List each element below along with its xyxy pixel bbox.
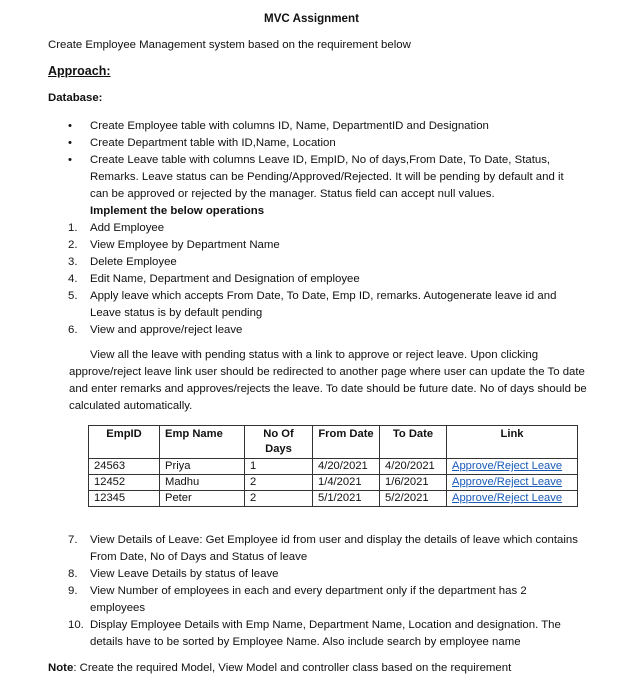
cell-emp-name: Peter	[160, 491, 245, 507]
cell-emp-name: Priya	[160, 459, 245, 475]
bullet-text: Create Department table with ID,Name, Location	[90, 137, 336, 149]
cell-empid: 12345	[89, 491, 160, 507]
operation-item	[68, 322, 580, 339]
operation-number: 8.	[68, 568, 78, 580]
operation-item	[68, 220, 580, 237]
leave-table	[88, 425, 578, 507]
cell-emp-name: Madhu	[160, 475, 245, 491]
cell-empid: 12452	[89, 475, 160, 491]
operation-number: 6.	[68, 324, 78, 336]
cell-from-date: 4/20/2021	[313, 459, 380, 475]
operations-list-continued	[68, 532, 580, 651]
operation-text: Display Employee Details with Emp Name, Department Name, Location and designation. The details have to be sorted by Employee Name. Also include search by employee name	[90, 619, 561, 648]
operation-item	[68, 617, 580, 651]
operation-text: View Leave Details by status of leave	[90, 568, 279, 580]
approve-reject-leave-link[interactable]: Approve/Reject Leave	[452, 460, 563, 472]
cell-to-date: 1/6/2021	[380, 475, 447, 491]
column-header-emp-name: Emp Name	[160, 426, 245, 459]
operation-number: 5.	[68, 290, 78, 302]
column-header-empid: EmpID	[89, 426, 160, 459]
column-header-from-date: From Date	[313, 426, 380, 459]
operation-text: Add Employee	[90, 222, 165, 234]
operation-item	[68, 271, 580, 288]
database-heading: Database:	[48, 92, 103, 104]
bullet-dot-icon: •	[68, 120, 72, 132]
implement-heading: Implement the below operations	[90, 205, 265, 217]
operation-item	[68, 254, 580, 271]
operation-number: 2.	[68, 239, 78, 251]
intro-text: Create Employee Management system based on the requirement below	[48, 39, 411, 51]
approach-heading: Approach:	[48, 64, 111, 78]
operations-list	[68, 220, 580, 339]
cell-from-date: 1/4/2021	[313, 475, 380, 491]
bullet-text: Create Employee table with columns ID, Name, DepartmentID and Designation	[90, 120, 489, 132]
table-row	[89, 475, 578, 491]
column-header-no-of-days: No Of Days	[245, 426, 313, 459]
operation-item	[68, 532, 580, 566]
cell-no-of-days: 1	[245, 459, 313, 475]
bullet-text: Create Leave table with columns Leave ID, EmpID, No of days,From Date, To Date, Status, Remarks. Leave status can be Pending/Approved/Rejected. It will be pending by default and it can be approved or rejected by the manager. Status field can accept null values.	[90, 154, 564, 200]
cell-empid: 24563	[89, 459, 160, 475]
column-header-link: Link	[447, 426, 578, 459]
operation-number: 4.	[68, 273, 78, 285]
table-header-row	[89, 426, 578, 459]
note-text: : Create the required Model, View Model and controller class based on the requirement	[73, 662, 512, 674]
operation-item	[68, 583, 580, 617]
operation-number: 9.	[68, 585, 78, 597]
operation-text: View Employee by Department Name	[90, 239, 280, 251]
operation-item	[68, 288, 580, 322]
operation-number: 1.	[68, 222, 78, 234]
cell-no-of-days: 2	[245, 491, 313, 507]
cell-from-date: 5/1/2021	[313, 491, 380, 507]
bullet-dot-icon: •	[68, 137, 72, 149]
cell-link	[447, 491, 578, 507]
operation-text: Edit Name, Department and Designation of employee	[90, 273, 360, 285]
note-label: Note	[48, 662, 74, 674]
operation-text: Delete Employee	[90, 256, 177, 268]
approve-reject-leave-link[interactable]: Approve/Reject Leave	[452, 492, 563, 504]
operation-text: View Details of Leave: Get Employee id from user and display the details of leave which contains From Date, No of Days and Status of leave	[90, 534, 578, 563]
operation-item	[68, 237, 580, 254]
leave-paragraph: View all the leave with pending status with a link to approve or reject leave. Upon clicking approve/reject leave link user should be redirected to another page where user can update the To date and enter remarks and approves/rejects the leave. To date should be future date. No of days should be calculated automatically.	[69, 349, 587, 412]
bullet-item	[68, 135, 590, 152]
note-line	[48, 660, 511, 677]
cell-to-date: 5/2/2021	[380, 491, 447, 507]
cell-no-of-days: 2	[245, 475, 313, 491]
operation-number: 7.	[68, 534, 78, 546]
document-title: MVC Assignment	[264, 12, 359, 25]
bullet-item	[68, 152, 582, 203]
database-bullet-list	[68, 118, 590, 203]
bullet-item	[68, 118, 590, 135]
operation-number: 10.	[68, 619, 84, 631]
operation-number: 3.	[68, 256, 78, 268]
operation-text: View and approve/reject leave	[90, 324, 243, 336]
cell-to-date: 4/20/2021	[380, 459, 447, 475]
column-header-to-date: To Date	[380, 426, 447, 459]
table-row	[89, 459, 578, 475]
approve-reject-leave-link[interactable]: Approve/Reject Leave	[452, 476, 563, 488]
cell-link	[447, 459, 578, 475]
operation-text: Apply leave which accepts From Date, To Date, Emp ID, remarks. Autogenerate leave id and Leave status is by default pending	[90, 290, 557, 319]
table-row	[89, 491, 578, 507]
cell-link	[447, 475, 578, 491]
operation-text: View Number of employees in each and every department only if the department has 2 employees	[90, 585, 527, 614]
operation-item	[68, 566, 580, 583]
bullet-dot-icon: •	[68, 154, 72, 166]
